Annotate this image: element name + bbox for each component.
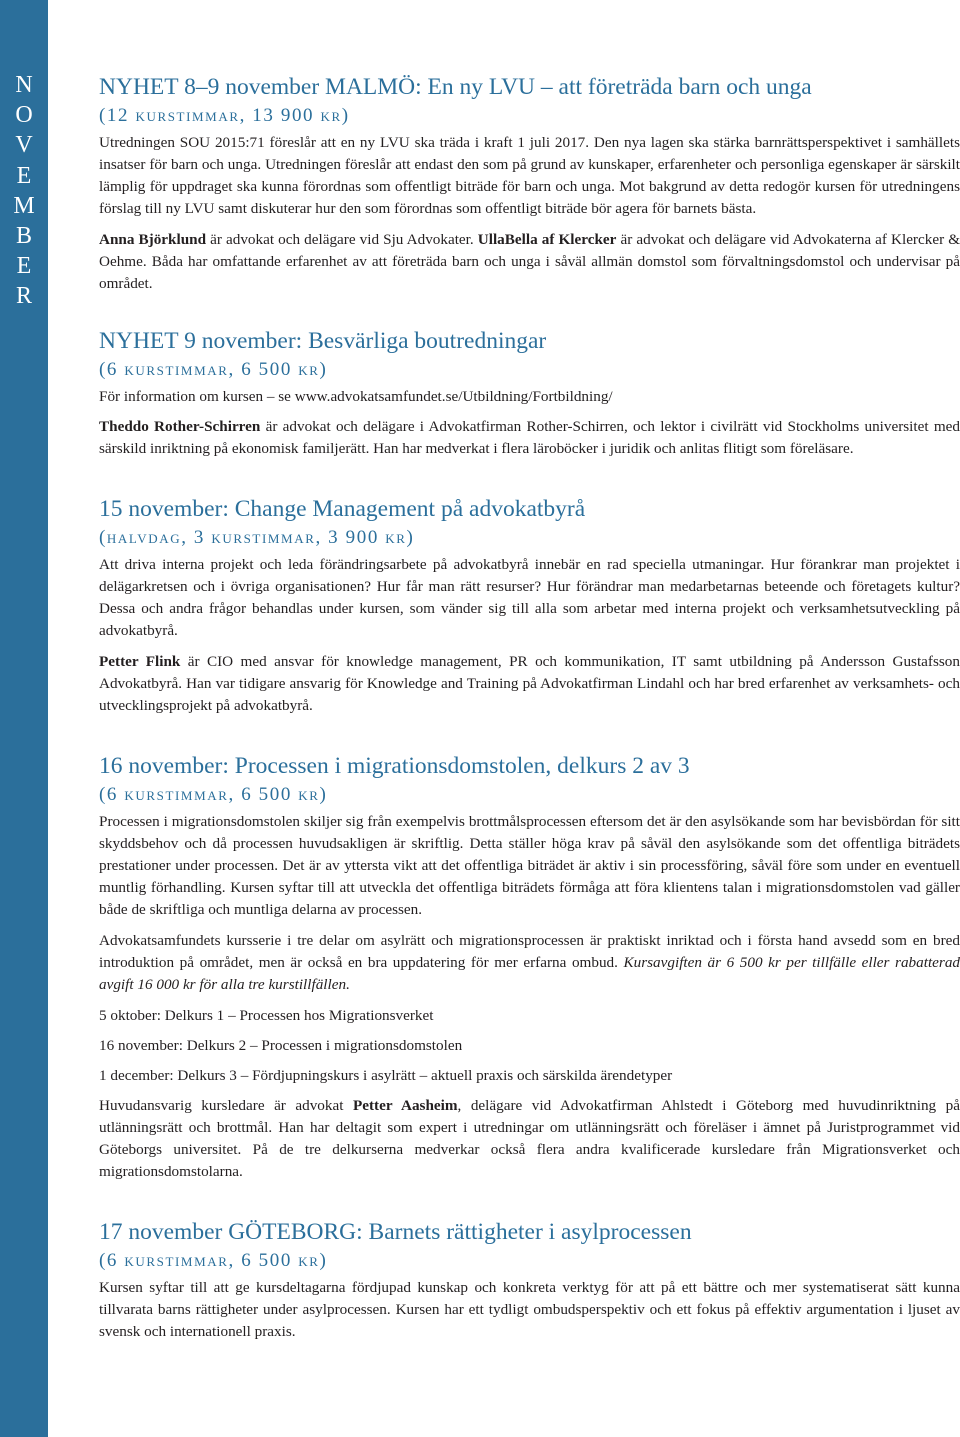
teacher-bio: är CIO med ansvar för knowledge management, PR och kommunikation, IT samt utbildning på Andersson Gustafsson Advokatbyrå. Han var tidigare ansvarig för Knowledge and Training på Advokatfirman Lindahl och har bred erfarenhet av verksamhets- och utvecklingsprojekt på advokatbyrå.: [99, 653, 960, 714]
course-list: [99, 73, 960, 1352]
course-description: Kursen syftar till att ge kursdeltagarna fördjupad kunskap och konkreta verktyg för att på ett bättre och mer systematiserat sätt kunna tillvarata barns rättigheter under asylprocessen. Kursen har ett tydligt ombudsperspektiv och ett fokus på effektiv argumentation i ljuset av svensk och internationell praxis.: [99, 1279, 960, 1340]
course-boutredningar: [99, 327, 960, 460]
course-lvu: [99, 73, 960, 295]
course-teachers: [99, 229, 960, 295]
course-barnets-rattigheter: [99, 1218, 960, 1343]
course-change-management: [99, 495, 960, 717]
month-letter: E: [16, 162, 32, 189]
series-fee: Kursavgiften är 6 500 kr per tillfälle eller rabatterad avgift 16 000 kr för alla tre kurstillfällen.: [99, 954, 960, 993]
series-text: Advokatsamfundets kursserie i tre delar om asylrätt och migrationsprocessen är praktiskt inriktad och i första hand avsedd som en bred introduktion på området, men är också en bra uppdatering för mer erfarna ombud.: [99, 932, 960, 971]
course-title: 15 november: Change Management på advokatbyrå: [99, 496, 586, 522]
course-title: 16 november: Processen i migrationsdomstolen, delkurs 2 av 3: [99, 753, 690, 779]
course-teachers: [99, 416, 960, 460]
course-teachers: [99, 1095, 960, 1183]
course-title: NYHET 9 november: Besvärliga boutredningar: [99, 328, 547, 354]
course-meta: (12 kurstimmar, 13 900 kr): [99, 105, 350, 126]
month-letter: O: [15, 102, 33, 129]
course-title-new: NYHET 8: [99, 74, 196, 100]
course-migrationsdomstolen: [99, 752, 960, 1183]
month-letter: B: [15, 223, 32, 250]
teacher-bio: är advokat och delägare vid Advokaterna af Klercker & Oehme. Båda har omfattande erfarenhet av att företräda barn och unga i såväl allmän domstol som förvaltningsdomstol och undervisar på området.: [99, 231, 960, 292]
course-description: Utredningen SOU 2015:71 föreslår att en ny LVU ska träda i kraft 1 juli 2017. Den nya lagen ska stärka barnrättsperspektivet i samhällets insatser för barn och unga. Utredningen föreslår att endast den som på grund av kunskaper, erfarenheter och personliga egenskaper är särskilt lämplig för uppdraget ska kunna förordnas som offentligt biträde för barn och unga. Mot bakgrund av detta redogör kursen för utredningens förslag till ny LVU samt diskuterar hur den som förordnas som offentligt biträde bör agera för barnets bästa.: [99, 134, 960, 217]
month-letter: R: [15, 283, 32, 310]
month-letter: V: [15, 132, 33, 159]
course-description: Processen i migrationsdomstolen skiljer sig från exempelvis brottmålsprocessen eftersom det är den asylsökande som har bevisbördan för sitt skyddsbehov och då processen huvudsakligen är skriftlig. Detta ställer höga krav på såväl den asylsökande som det offentliga biträdets prestationer under processen. Det är av yttersta vikt att det offentliga biträdet är aktiv i sin processföring, såväl före som under en eventuell muntlig förhandling. Kursen syftar till att utveckla det offentliga biträdets förmåga att föra klientens talan i migrationsdomstolen vad gäller både de skriftliga och muntliga delarna av processen.: [99, 813, 960, 918]
course-meta: (halvdag, 3 kurstimmar, 3 900 kr): [99, 527, 415, 548]
course-title-rest: –9 november MALMÖ: En ny LVU – att företräda barn och unga: [195, 74, 812, 100]
course-meta: (6 kurstimmar, 6 500 kr): [99, 1250, 328, 1271]
course-part: 1 december: Delkurs 3 – Fördjupningskurs i asylrätt – aktuell praxis och särskilda ärendetyper: [99, 1067, 673, 1084]
month-vertical-label: [0, 70, 48, 312]
teacher-name: Petter Aasheim: [352, 1097, 458, 1114]
lead-pre: Huvudansvarig kursledare är advokat: [99, 1097, 353, 1114]
month-letter: N: [15, 72, 33, 98]
teacher-bio: , delägare vid Advokatfirman Ahlstedt i Göteborg med huvudinriktning på utlänningsrätt och brottmål. Han har deltagit som expert i utredningar om utlänningsrätt och föreläser i ämnet på Juristprogrammet vid Göteborgs universitet. På de tre delkurserna medverkar också flera andra kvalificerade kursledare från Migrationsverket och migrationsdomstolarna.: [99, 1097, 960, 1180]
course-description: Att driva interna projekt och leda förändringsarbete på advokatbyrå innebär en rad speciella utmaningar. Hur förankrar man projektet i delägarkretsen och i övriga organisationen? Hur får man rätt resurser? Hur förändrar man medarbetarnas beteende och företagets kultur? Dessa och andra frågor behandlas under kursen, som vänder sig till alla som arbetar med interna projekt och verksamhetsutveckling på advokatbyrå.: [99, 556, 960, 639]
course-info-link[interactable]: För information om kursen – se www.advokatsamfundet.se/Utbildning/Fortbildning/: [99, 388, 613, 405]
teacher-name: Petter Flink: [99, 653, 181, 670]
course-teachers: [99, 651, 960, 717]
month-letter: E: [16, 253, 32, 280]
course-part: 5 oktober: Delkurs 1 – Processen hos Migrationsverket: [99, 1007, 434, 1024]
course-part: 16 november: Delkurs 2 – Processen i migrationsdomstolen: [99, 1037, 463, 1054]
teacher-name: Theddo Rother-Schirren: [99, 418, 261, 435]
teacher-name: Anna Björklund: [99, 231, 207, 248]
course-meta: (6 kurstimmar, 6 500 kr): [99, 784, 328, 805]
teacher-bio: är advokat och delägare i Advokatfirman Rother-Schirren, och lektor i civilrätt vid Stockholms universitet med särskild inriktning på ekonomisk familjerätt. Han har medverkat i flera läroböcker i juridik och anlitas flitigt som föreläsare.: [99, 418, 960, 457]
course-series-info: [99, 930, 960, 996]
teacher-bio: är advokat och delägare vid Sju Advokater.: [206, 231, 478, 248]
course-meta: (6 kurstimmar, 6 500 kr): [99, 359, 328, 380]
month-letter: M: [13, 192, 35, 219]
teacher-name: UllaBella af Klercker: [477, 231, 617, 248]
course-title: [99, 73, 960, 102]
course-title: 17 november GÖTEBORG: Barnets rättigheter i asylprocessen: [99, 1219, 692, 1245]
